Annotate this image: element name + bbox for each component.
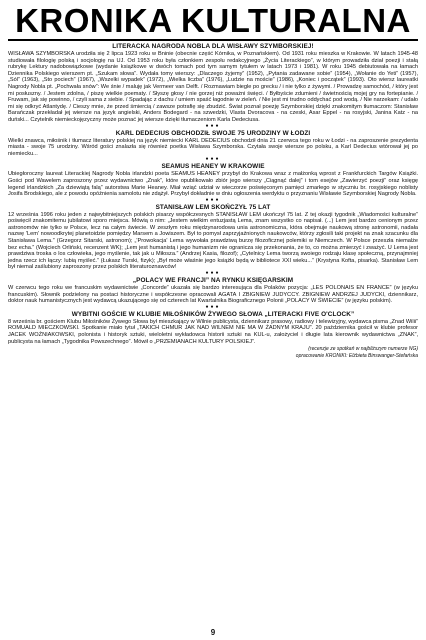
- article-body: WISŁAWA SZYMBORSKA urodziła się 2 lipca 1923 roku w Bninie (obecnie część Kórnika, w Poznańskiem). Od 1931 roku mieszka w Krakowie. W latach 1945-48 studiowała filologię polską i socjologię na UJ. Od 1953 roku była członkiem zespołu redakcyjnego „Życia Literackiego”, w którym prowadziła dział poezji i stałą rubrykę Lektury nadobowiązkowe (wydanie książkowe w dwóch tomach pod tym samym tytułem w latach 1973 i 1981). W roku 1945 debiutowała na łamach Dziennika Polskiego wierszem pt. „Szukam słowa”. Wydała tomy wierszy: „Dlaczego żyjemy” (1952), „Pytania zadawane sobie” (1954), „Wołanie do Yeti” (1957), „Sól” (1963), „Sto pociech” (1967), „Wszelki wypadek” (1972), „Wielka liczba” (1976), „Ludzie na moście” (1986), „Koniec i początek” (1993). Oto wiersz laureatki Nagrody Nobla pt. „Pochwała snów”: We śnie / maluję jak Vermeer van Delft. / Rozmawiam biegle po grecku / i nie tylko z żywymi. / Prowadzę samochód, / który jest mi posłuszny. / Jestem zdolna, / piszę wielkie poematy. / Słyszę głosy / nie gorzej niż poważni święci. / Byłbyście zdumieni / świetnością mojej gry na fortepianie. / Fruwam, jak się powinno, / czyli sama z siebie. / Spadając z dachu / umiem spaść łagodnie w zieleń. / Nie jest mi trudno oddychać pod wodą. / Nie narzekam: / udało mi się odkryć Atlantydę. / Cieszy mnie, że przed śmiercią / zawsze potrafię się zbudzić. Świat poznał poezję Szymborskiej dzięki znakomitym tłumaczom: Stanisław Barańczak przekładał jej wiersze na język angielski, Anders Bodegard - na szwedzki, Vlasta Dvoracova - na czeski, Asar Eppel - na rosyjski, Janina Katz - na duński... Czytelnik niemieckojęzyczny może poznać jej wiersze dzięki tłumaczeniom Karla Dedeciusa.: [8, 51, 418, 123]
- masthead-rule: [8, 39, 418, 41]
- article-body: 8 września br. gościem Klubu Miłośników Żywego Słowa był mieszkający w Wilnie publicysta, dziennikarz prasowy, radiowy i telewizyjny, wydawca pisma „Znad Wilii” ROMUALD MIECZKOWSKI. Spotkanie miało tytuł „TAKICH CHMUR JAK NAD WILNEM NIE MA W ŻADNYM KRAJU”. 20 października gościł w klubie profesor JACEK WOŹNIAKOWSKI, polonista i historyk sztuki, wieloletni wykładowca historii sztuki na KUL-u, założyciel i długie lata kierownik wydawnictwa „ZNAK”, publicysta na łamach „Tygodnika Powszechnego”. Mówił o „PRZEMIANACH KULTURY POLSKIEJ”.: [8, 318, 418, 345]
- article-heading: LITERACKA NAGRODA NOBLA DLA WISŁAWY SZYMBORSKIEJ!: [112, 43, 314, 50]
- article-body: Wielki znawca, miłośnik i tłumacz literatury polskiej na język niemiecki KARL DEDECIUS obchodził dnia 21 czerwca tego roku w Łodzi - na zaproszenie prezydenta miasta - swoje 75 urodziny. Wśród gości znalazła się również poetka Wisława Szymborska. Czytała swoje wiersze po polsku, a Karl Dedecius wtórował jej po niemiecku...: [8, 137, 418, 157]
- article-nobel: [8, 43, 418, 124]
- section-separator: ●●●: [205, 303, 221, 310]
- article-body: Ubiegłoroczny laureat Literackiej Nagrody Nobla irlandzki poeta SEAMUS HEANEY przybył do Krakowa wraz z małżonką wprost z Frankfurckich Targów Książki. Gości pod Wawelem zaproszony przez wydawnictwo „Znak”, które opublikowało zbiór jego wierszy „Ciągnąć dalej” i tom esejów „Zawierzyć poezji” oraz księgę legend irlandzkich „Za dziewiątą falą” autorstwa Marie Heaney. Miał wziąć udział w wieczorze poświęconym pamięci zmarłego w styczniu br. rosyjskiego noblisty Josifa Brodskiego, ale z powodu opóźnienia samolotu nie zdążył. Przybył dokładnie w dniu ogłoszenia werdyktu o przyznaniu Wisławie Szymborskiej Nagrody Nobla.: [8, 171, 418, 198]
- section-separator: ●●●: [205, 122, 221, 129]
- article-body: W czerwcu tego roku we francuskim wydawnictwie „Concorde” ukazała się bardzo interesująca dla Polaków pozycja: „LES POLONAIS EN FRANCE” (w języku francuskim). Słownik podzielony na postaci historyczne i współczesne opracowali AGATA I ZBIGNIEW JUDYCCY. ZBIGNIEW ANDRZEJ JUDYCKI, dziennikarz, doktor nauk humanistycznych jest wydawcą ukazującego się od czterech lat Kwartalnika Biograficznego Polonii „POLACY W ŚWIECIE” (w języku polskim).: [8, 285, 418, 305]
- section-separator: ●●●: [205, 196, 221, 203]
- section-separator: ●●●: [205, 156, 221, 163]
- author-credit: opracowanie KRONIKI: Elżbieta Binswanger-Stefańska: [295, 353, 418, 360]
- article-dedecius: [8, 130, 418, 158]
- page-number: 9: [210, 628, 216, 637]
- article-heading: KARL DEDECIUS OBCHODZIŁ SWOJE 75 URODZINY W ŁODZI: [115, 129, 311, 137]
- article-heading: WYBITNI GOŚCIE W KLUBIE MIŁOŚNIKÓW ŻYWEGO SŁOWA „LITERACKI FIVE O'CLOCK”: [71, 310, 355, 318]
- article-heading: STANISŁAW LEM SKOŃCZYŁ 75 LAT: [155, 203, 271, 211]
- section-separator: ●●●: [205, 270, 221, 277]
- article-heaney: [8, 163, 418, 197]
- article-note: (recenzje ze spotkań w najbliższym numerze NG): [308, 346, 418, 353]
- article-polacy-we-francji: [8, 277, 418, 305]
- article-five-oclock: [8, 311, 418, 352]
- article-heading: „POLACY WE FRANCJI” NA RYNKU KSIĘGARSKIM: [132, 277, 294, 285]
- article-heading: SEAMUS HEANEY W KRAKOWIE: [161, 163, 265, 171]
- article-body: 12 września 1996 roku jeden z najwybitniejszych polskich pisarzy współczesnych STANISŁAW LEM ukończył 75 lat. Z tej okazji tygodnik „Wiadomości kulturalne” poświęcił znakomitemu jubilatowi sporo miejsca. Mówią o nim: „Jestem wielkim entuzjastą Lema, znam wszystko co napisał. (...) Lem jest bardzo cenionym przez astronomów nie tylko w Polsce, lecz na całym świecie. W zeszłym roku międzynarodowa unia astronomiczna, która obejmuje naukową stronę astronomii, nadała nazwę 'Lem' nowoodkrytej planetoidzie pomiędzy Marsem a Jowiszem. Był to pomysł zaprzyjaźnionych naukowców, którzy zgłosili taki projekt na znak szacunku dla Stanisława Lema.” (Grzegorz Sitarski, astronom); „'Prowokacja' Lema wywołała prawdziwą burzę filozoficznej polemiki w Niemczech. W Polsce przeszła niemalże bez echa.” (Wojciech Orliński, recenzent WK); „Lem jest humanistą i jego humanizm nie ogranicza się przekonania, że to, co można zmierzyć i zważyć. U Lema jest prawdziwa troska o los człowieka, jego myślenie, tak jak u Miłosza.” (Andrzej Kasia, filozof); „Cytelnicy Lema tworzą swoiego rodzaju klasę społeczną, przynajmniej jedna rzecz ich łączy: lubią myśleć.” (Łukasz Turski, fizyk); „Był może właśnie jego książki będą w bibliotece XXI wieku...” (Krystyna Kofta, pisarka). Stanisław Lem był niemal zaślubiony zaproszony przez polskich literaturoznawców!: [8, 211, 418, 271]
- masthead-title: KRONIKA KULTURALNA: [15, 2, 411, 39]
- article-lem: [8, 204, 418, 271]
